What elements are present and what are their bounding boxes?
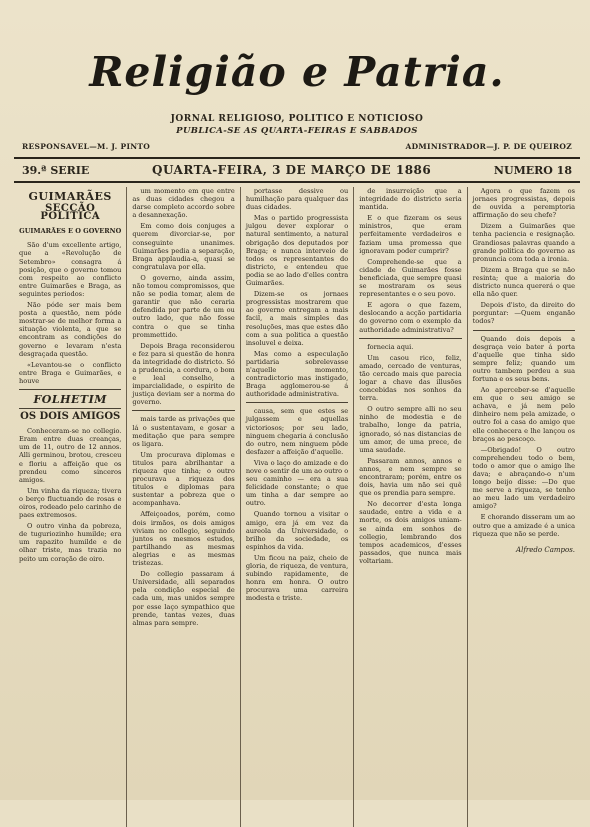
article-paragraph: E agora o que fazem, deslocando a acção partidaria do governo com o exemplo da authoridade administrativa? [359, 301, 462, 334]
newspaper-title: Religião e Patria. [89, 48, 505, 96]
story-paragraph: Um procurava diplomas e titulos para abrilhantar a riqueza que tinha; o outro procurava a riqueza dos titulos e diplomas para sustentar a pobreza que o acompanhava. [132, 450, 235, 508]
dateline [14, 157, 580, 183]
masthead [14, 0, 580, 110]
article-paragraph: Comprehende-se que a cidade de Guimarães fosse beneficiada, que sempre quasi se mostraram os seus representantes e o seu povo. [359, 257, 462, 299]
column-1 [14, 187, 127, 827]
article-paragraph: Dizem a Guimarães que tenha paciencia e resignação. Grandiosas palavras quando a grande politica do governo as pronuncia com toda a ironia. [472, 222, 576, 263]
article-paragraph: Dizem a Braga que se não resinta; que a maioria do districto nunca quererá o que ella não quer. [472, 265, 576, 299]
divider [19, 408, 121, 409]
story-paragraph: Quando tornou a visitar o amigo, era já em vez da aureola da Universidade, o brilho da sociedade, os espinhos da vida. [245, 510, 349, 551]
story-paragraph: Um vinha da riqueza; tivera o berço fluctuando de rosas e oiros, rodeado pelo carinho de paes extremosos. [19, 486, 122, 520]
divider [246, 402, 348, 403]
author-signature: Alfredo Campos. [516, 545, 576, 554]
story-paragraph: Ao aperceber-se d'aquelle em que o seu amigo se achava, e já nem pelo dinheiro nem pela amizade, o outro foi a casa do amigo que elle conhecera e lhe lançou os braços ao pescoço. [472, 386, 576, 443]
story-paragraph: O outro sempre alli no seu ninho de modestia e de trabalho, longe da patria, ignorado, só nas distancias de um amor, de uma prece, de uma saudade. [359, 405, 462, 454]
article-paragraph: Depois Braga reconsiderou e fez para si questão de honra da integridade do districto. Só a prudencia, a cordura, o bom e leal conselho, a imparcialidade, o espirito de justiça deviam ser a norma do governo. [132, 341, 235, 407]
folhetim-heading: FOLHETIM [33, 392, 107, 406]
series-label: 39.ª SERIE [22, 163, 90, 177]
article-paragraph: Em como dois conjuges a querem divorciar-se, por conseguinte unanimes. Guimarães pedia a separação, Braga applaudia-a, quasi se congratulava por ella. [132, 222, 235, 271]
article-paragraph: O governo, ainda assim, não tomou compromissos, que não se podia tomar, alem de garantir que não ceraria defendida por parte de um ou outro lado, que não fosse contra o que se tinha prommettido. [132, 273, 235, 339]
story-paragraph: mais tarde as privações que lá o sustentavam, e gosar a meditação que para sempre os ligara. [132, 415, 235, 448]
story-paragraph: fornecia aqui. [367, 342, 414, 351]
story-paragraph: Um ficou na paiz, cheio de gloria, de riqueza, de ventura, subindo rapidamente, de honra em honra. O outro procurava uma carreira modesta e triste. [245, 553, 349, 603]
article-subhead: GUIMARÃES E O GOVERNO [19, 227, 122, 236]
issue-number: NUMERO 18 [493, 163, 572, 177]
story-paragraph: —Obrigado! O outro comprehendeu todo o bem, todo o amor que o amigo lhe dava; e abraçando-o n'um longo beijo disse: —Do que me serve a riqueza, se tenho ao meu lado um verdadeiro amigo? [472, 445, 576, 511]
story-title: OS DOIS AMIGOS [20, 411, 121, 423]
section-heading: SECÇÃO POLITICA [40, 203, 101, 223]
article-paragraph: de insurreição que a integridade do districto seria mantida. [359, 187, 462, 212]
article-paragraph: Não póde ser mais bem posta a questão, nem póde mostrar-se de melhor forma a situação violenta, a que se encontram as condições do governo e levaram n'esta desgraçada questão. [19, 301, 122, 358]
article-paragraph: Mas o partido progressista julgou dever explorar o natural sentimento, a natural obrigação dos deputados por Braga; e nunca interveio de todos os representantes do districto, e entendeu que podia se ao lado d'elles contra Guimarães. [245, 214, 349, 288]
story-paragraph: No decorrer d'esta longa saudade, entre a vida e a morte, os dois amigos uniam-se ainda em sonhos de collegio, lembrando dos tempos academicos, d'esses passados, que nunca mais voltariam. [359, 500, 462, 565]
folhetim-section [19, 392, 122, 563]
column-5 [468, 187, 580, 827]
issue-date: QUARTA-FEIRA, 3 DE MARÇO DE 1886 [152, 163, 432, 177]
story-paragraph: Affeiçoados, porém, como dois irmãos, os dois amigos viviam no collegio, seguindo juntos os mesmos estudos, partilhando as mesmas alegrias e as mesmas tristezas. [132, 510, 235, 568]
divider [473, 330, 575, 331]
column-3 [241, 187, 354, 827]
divider [359, 338, 461, 339]
article-columns [14, 187, 580, 827]
article-paragraph: E o que fizeram os seus ministros, que eram perfeitamente verdadeiros e faziam uma promessa que ignoravam poder cumprir? [359, 214, 462, 255]
article-paragraph: Dizem-se os jornaes progressistas mostrarem que ao governo entregam a mais facil, a mais simples das resoluções, mas que estes dão com a sua politica a questão insoluvel e deixa. [245, 290, 349, 347]
story-paragraph: Conheceram-se no collegio. Eram entre duas creanças, um de 11, outro de 12 annos. Alli germinou, brotou, cresceu e floriu a affeição que os prendeu como sinceros amigos. [19, 427, 122, 484]
story-paragraph: Quando dois depois a desgraça veio bater á porta d'aquelle que tinha sido sempre feliz; quando um outro tambem perdeu a sua fortuna e os seus bens. [472, 334, 576, 383]
column-2 [127, 187, 240, 827]
publication-schedule: PUBLICA-SE AS QUARTA-FEIRAS E SABBADOS [176, 126, 418, 136]
article-paragraph: «Levantou-se o conflicto entre Braga e Guimarães, e houve [19, 360, 122, 385]
divider [132, 410, 234, 411]
story-paragraph: causa, sem que estes se julgassem e aquellas victoriosos; por seu lado, ninguem chegaria á conclusão do outro, nem ninguem pôde desfazer a affeição d'aquelle. [245, 407, 349, 456]
story-paragraph: E chorando disseram um ao outro que a amizade é a unica riqueza que não se perde. [472, 513, 576, 538]
article-paragraph: São d'um excellente artigo, que a «Revolução de Setembro» consagra á posição, que o governo tomou com respeito ao conflicto entre Guimarães e Braga, as seguintes periodos: [19, 241, 122, 298]
story-paragraph: Um casou rico, feliz, amado, cercado de venturas, tão cercado mais que parecia logar a chave das illusões concebidas nos sonhos da terra. [359, 353, 462, 403]
staff-line [22, 142, 572, 151]
story-paragraph: Passaram annos, annos e annos, e nem sempre se encontraram; porém, entre os dois, havia um não sei quê que os prendia para sempre. [359, 456, 462, 498]
divider [19, 389, 121, 390]
article-paragraph: Depois d'isto, da direito do porguntar: —Quem enganão todos? [472, 301, 576, 326]
story-paragraph: O outro vinha da pobreza, de tuguriozinho humilde; era um rapazito humilde e de olhar triste, mas trazia no peito um coração de oiro. [19, 522, 122, 563]
article-paragraph: Agora o que fazem os jornaes progressistas, depois de ouvida a peremptoria affirmação do seu chefe? [472, 187, 576, 220]
article-paragraph: Mas como a especulação partidaria sobrelevasse n'aquelle momento, contradictorio mas instigado, Braga agglomerou-se á authoridade administrativa. [245, 349, 349, 399]
responsible-editor: RESPONSAVEL—M. J. PINTO [22, 142, 151, 151]
city-heading: GUIMARÃES [28, 190, 112, 203]
column-4 [354, 187, 467, 827]
newspaper-subtitle: JORNAL RELIGIOSO, POLITICO E NOTICIOSO [170, 114, 424, 124]
administrator: ADMINISTRADOR—J. P. DE QUEIROZ [405, 142, 572, 151]
article-paragraph: portasse dessive ou humilhação para qualquer das duas cidades. [245, 187, 349, 212]
story-paragraph: Do collegio passaram á Universidade, alli separados pela condição especial de cada um, mas unidos sempre por esse laço sympathico que prende, tantas vezes, duas almas para sempre. [132, 570, 235, 627]
story-paragraph: Viva o laço do amizade e do nove o sentir de um ao outro o seu caminho — era a sua felicidade constante; o que um tinha a dar sempre ao outro. [245, 458, 349, 508]
article-paragraph: um momento em que entre as duas cidades chegou a darse completo accordo sobre a desannexação. [132, 187, 235, 220]
